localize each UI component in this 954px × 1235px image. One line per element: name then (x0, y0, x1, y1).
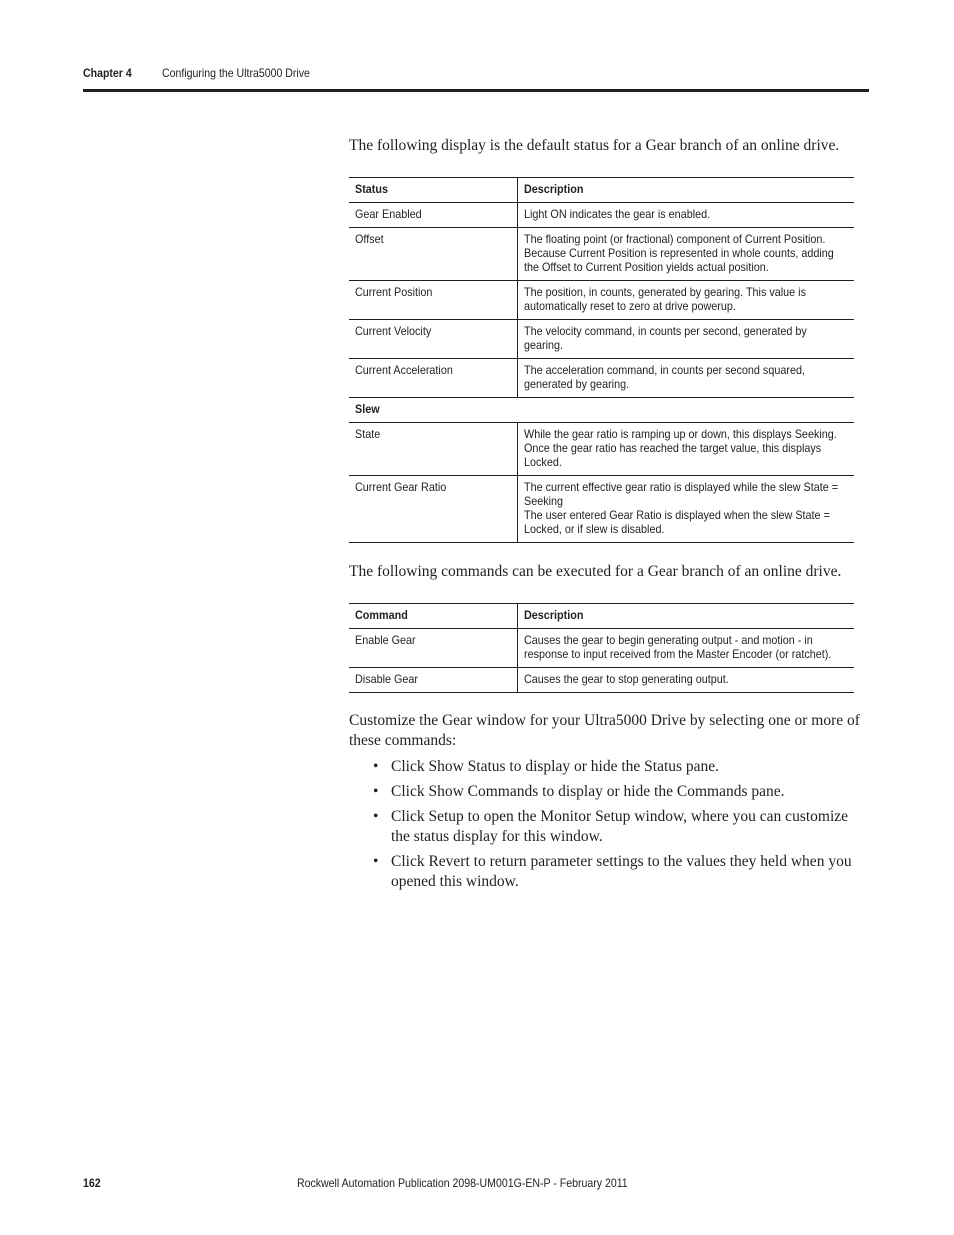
page-header (83, 66, 869, 90)
status-name: Offset (349, 228, 518, 281)
command-description: Causes the gear to begin generating output - and motion - in response to input received from the Master Encoder (or ratchet). (518, 629, 855, 668)
bullet-text: Click Show Commands to display or hide the Commands pane. (391, 783, 785, 800)
table-row (349, 423, 854, 476)
description-column-header: Description (518, 604, 855, 629)
command-name: Disable Gear (349, 668, 518, 693)
status-description: The acceleration command, in counts per second squared, generated by gearing. (518, 359, 855, 398)
table-row (349, 203, 854, 228)
chapter-label: Chapter 4 (83, 66, 132, 80)
commands-intro-text: The following commands can be executed for a Gear branch of an online drive. (349, 563, 842, 580)
status-description: The floating point (or fractional) component of Current Position. Because Current Position is represented in whole counts, adding the Offset to Current Position yields actual position. (518, 228, 855, 281)
page-number: 162 (83, 1176, 101, 1190)
command-table (349, 603, 854, 693)
list-item (349, 852, 869, 892)
list-item (349, 782, 869, 802)
status-table (349, 177, 854, 543)
status-name: State (349, 423, 518, 476)
list-item (349, 757, 869, 777)
chapter-title: Configuring the Ultra5000 Drive (162, 66, 310, 80)
status-column-header: Status (349, 178, 518, 203)
bullet-text: Click Setup to open the Monitor Setup window, where you can customize the status display for this window. (391, 808, 849, 845)
status-description: The current effective gear ratio is displayed while the slew State = Seeking The user entered Gear Ratio is displayed when the slew State = Locked, or if slew is disabled. (518, 476, 855, 543)
status-name: Gear Enabled (349, 203, 518, 228)
command-bullet-list (349, 757, 869, 897)
slew-section-heading: Slew (349, 398, 854, 423)
bullet-text: Click Show Status to display or hide the Status pane. (391, 758, 720, 775)
table-row (349, 668, 854, 693)
bullet-icon: • (373, 853, 379, 870)
status-description: The velocity command, in counts per second, generated by gearing. (518, 320, 855, 359)
status-description: While the gear ratio is ramping up or down, this displays Seeking. Once the gear ratio has reached the target value, this displays Locked. (518, 423, 855, 476)
bullet-icon: • (373, 758, 379, 775)
table-row (349, 228, 854, 281)
slew-section-row (349, 398, 854, 423)
command-column-header: Command (349, 604, 518, 629)
status-table-header (349, 178, 854, 203)
status-name: Current Velocity (349, 320, 518, 359)
table-row (349, 320, 854, 359)
table-row (349, 281, 854, 320)
bullet-icon: • (373, 783, 379, 800)
table-row (349, 629, 854, 668)
description-column-header: Description (518, 178, 855, 203)
list-item (349, 807, 869, 847)
bullet-icon: • (373, 808, 379, 825)
customize-text: Customize the Gear window for your Ultra5000 Drive by selecting one or more of these commands: (349, 712, 860, 749)
status-name: Current Acceleration (349, 359, 518, 398)
table-row (349, 476, 854, 543)
publication-info: Rockwell Automation Publication 2098-UM001G-EN-P - February 2011 (297, 1176, 628, 1190)
status-intro-text: The following display is the default status for a Gear branch of an online drive. (349, 137, 840, 154)
status-name: Current Gear Ratio (349, 476, 518, 543)
status-description: The position, in counts, generated by gearing. This value is automatically reset to zero at drive powerup. (518, 281, 855, 320)
status-description: Light ON indicates the gear is enabled. (518, 203, 855, 228)
command-description: Causes the gear to stop generating output. (518, 668, 855, 693)
command-table-header (349, 604, 854, 629)
command-name: Enable Gear (349, 629, 518, 668)
table-row (349, 359, 854, 398)
bullet-text: Click Revert to return parameter settings to the values they held when you opened this window. (391, 853, 852, 890)
header-rule (83, 89, 869, 92)
status-name: Current Position (349, 281, 518, 320)
